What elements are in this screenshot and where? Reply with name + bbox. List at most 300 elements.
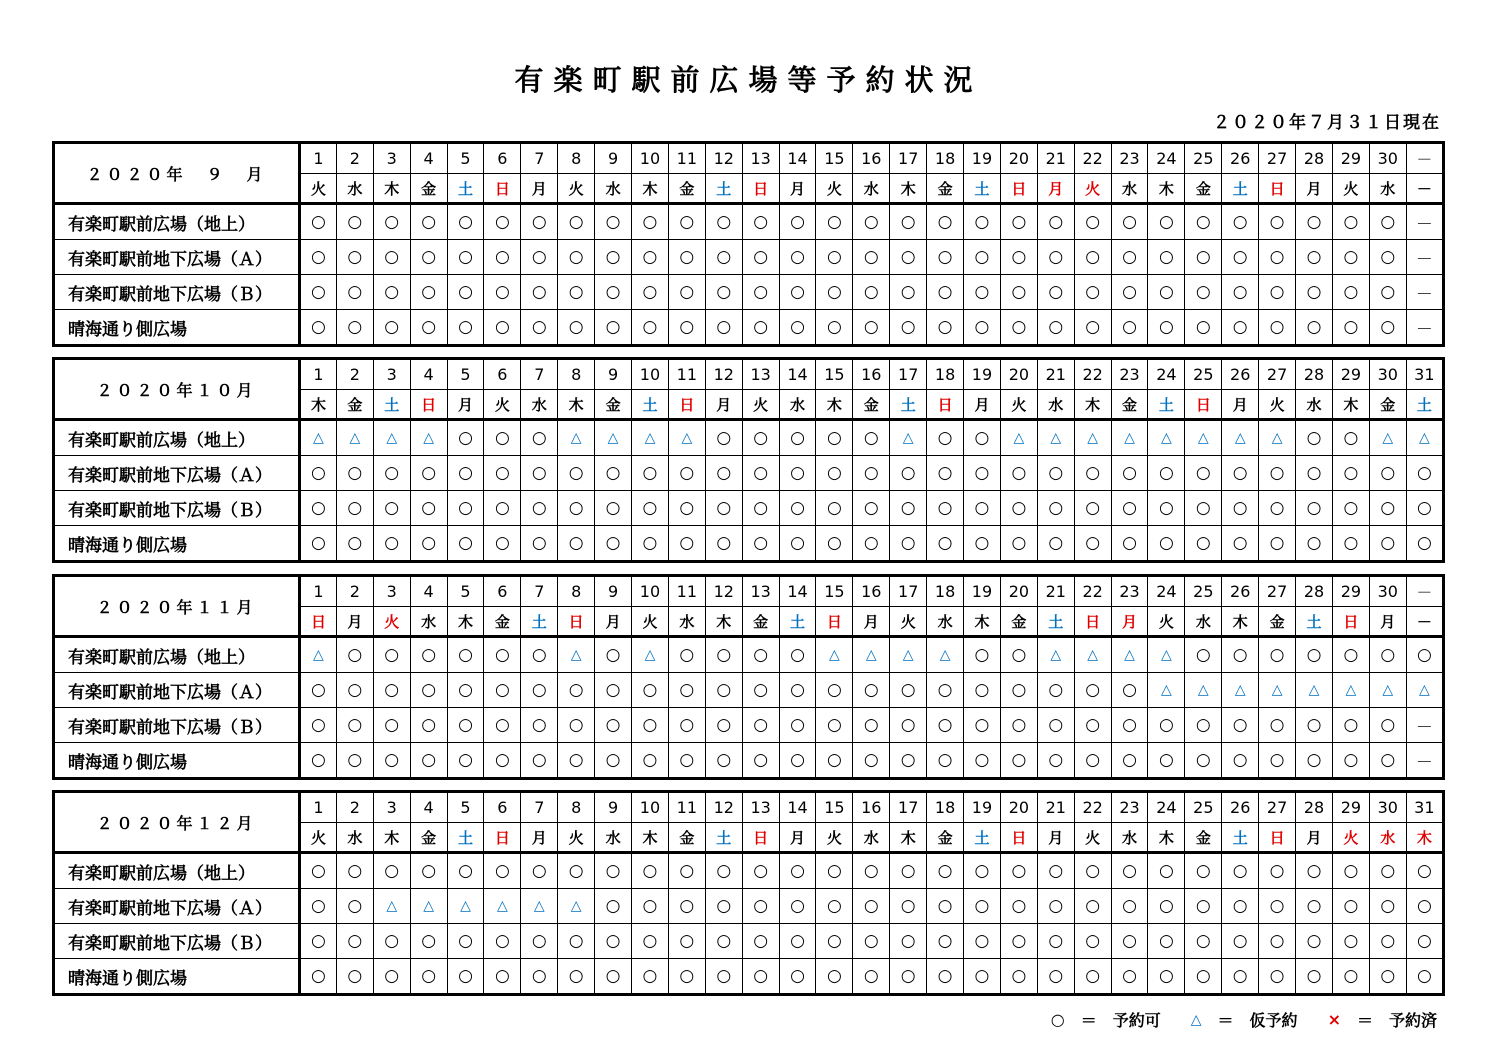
day-number: 13 bbox=[742, 143, 779, 174]
available-mark: ○ bbox=[927, 924, 964, 959]
available-mark: ○ bbox=[1259, 708, 1296, 743]
available-mark: ○ bbox=[890, 889, 927, 924]
available-mark: ○ bbox=[336, 959, 373, 995]
available-mark: ○ bbox=[300, 491, 337, 526]
tentative-mark: △ bbox=[927, 637, 964, 673]
available-mark: ○ bbox=[1037, 924, 1074, 959]
available-mark: ○ bbox=[816, 924, 853, 959]
available-mark: ○ bbox=[484, 275, 521, 310]
available-mark: ○ bbox=[1332, 526, 1369, 562]
available-mark: ○ bbox=[853, 889, 890, 924]
legend-equals: ＝ bbox=[1356, 1011, 1373, 1030]
available-mark: ○ bbox=[595, 456, 632, 491]
weekday: 日 bbox=[668, 390, 705, 420]
available-mark: ○ bbox=[853, 924, 890, 959]
available-mark: ○ bbox=[1185, 275, 1222, 310]
available-mark: ○ bbox=[779, 673, 816, 708]
available-mark: ○ bbox=[668, 924, 705, 959]
available-mark: ○ bbox=[1037, 456, 1074, 491]
weekday: 金 bbox=[410, 823, 447, 853]
weekday: 日 bbox=[558, 607, 595, 637]
day-number: 6 bbox=[484, 359, 521, 390]
available-mark: ○ bbox=[558, 310, 595, 346]
available-mark: ○ bbox=[668, 743, 705, 779]
month-name: ２０２０年 ９ 月 bbox=[54, 143, 300, 204]
legend-text: 予約可 bbox=[1112, 1011, 1161, 1030]
available-mark: ○ bbox=[927, 420, 964, 456]
available-mark: ○ bbox=[632, 456, 669, 491]
available-mark: ○ bbox=[890, 853, 927, 889]
day-number: 22 bbox=[1074, 359, 1111, 390]
weekday: 日 bbox=[1259, 823, 1296, 853]
available-mark: ○ bbox=[668, 889, 705, 924]
available-mark: ○ bbox=[632, 204, 669, 240]
tentative-mark: △ bbox=[1332, 673, 1369, 708]
facility-row bbox=[54, 491, 1444, 526]
day-number: 4 bbox=[410, 576, 447, 607]
day-number: 1 bbox=[300, 576, 337, 607]
available-mark: ○ bbox=[1185, 637, 1222, 673]
available-mark: ○ bbox=[1296, 420, 1333, 456]
day-number: 21 bbox=[1037, 143, 1074, 174]
day-number: 19 bbox=[964, 359, 1001, 390]
day-number: 5 bbox=[447, 576, 484, 607]
available-mark: ○ bbox=[1037, 673, 1074, 708]
available-mark: ○ bbox=[1111, 743, 1148, 779]
available-mark: ○ bbox=[1406, 853, 1443, 889]
weekday: 月 bbox=[447, 390, 484, 420]
available-mark: ○ bbox=[1074, 889, 1111, 924]
available-mark: ○ bbox=[1332, 708, 1369, 743]
available-mark: ○ bbox=[853, 708, 890, 743]
available-mark: ○ bbox=[742, 853, 779, 889]
weekday: 金 bbox=[1111, 390, 1148, 420]
available-mark: ○ bbox=[890, 456, 927, 491]
available-mark: ○ bbox=[300, 275, 337, 310]
available-mark: ○ bbox=[964, 491, 1001, 526]
day-number: － bbox=[1406, 143, 1443, 174]
tentative-mark: △ bbox=[632, 637, 669, 673]
weekday: 木 bbox=[1222, 607, 1259, 637]
weekday: 金 bbox=[668, 174, 705, 204]
month-table bbox=[52, 574, 1445, 780]
available-mark: ○ bbox=[300, 526, 337, 562]
day-number: 4 bbox=[410, 792, 447, 823]
available-mark: ○ bbox=[447, 204, 484, 240]
available-mark: ○ bbox=[1037, 240, 1074, 275]
available-mark: ○ bbox=[705, 959, 742, 995]
weekday: 木 bbox=[558, 390, 595, 420]
tentative-mark: △ bbox=[890, 420, 927, 456]
available-mark: ○ bbox=[336, 673, 373, 708]
weekday: 金 bbox=[336, 390, 373, 420]
available-mark: ○ bbox=[1332, 959, 1369, 995]
available-mark: ○ bbox=[1111, 708, 1148, 743]
day-number: 27 bbox=[1259, 359, 1296, 390]
available-mark: ○ bbox=[1000, 853, 1037, 889]
available-mark: ○ bbox=[373, 853, 410, 889]
available-mark: ○ bbox=[484, 708, 521, 743]
available-mark: ○ bbox=[964, 889, 1001, 924]
day-number: 22 bbox=[1074, 576, 1111, 607]
available-mark: ○ bbox=[705, 275, 742, 310]
day-number: 29 bbox=[1332, 576, 1369, 607]
month-table bbox=[52, 141, 1445, 347]
available-mark: ○ bbox=[447, 275, 484, 310]
facility-row bbox=[54, 310, 1444, 346]
available-mark: ○ bbox=[1259, 275, 1296, 310]
available-mark: ○ bbox=[742, 889, 779, 924]
weekday: 火 bbox=[816, 174, 853, 204]
available-mark: ○ bbox=[1111, 204, 1148, 240]
facility-row bbox=[54, 889, 1444, 924]
available-mark: ○ bbox=[484, 310, 521, 346]
weekday: 火 bbox=[890, 607, 927, 637]
day-number: 25 bbox=[1185, 576, 1222, 607]
available-mark: ○ bbox=[300, 743, 337, 779]
tentative-mark: △ bbox=[632, 420, 669, 456]
available-symbol: ○ bbox=[1050, 1010, 1065, 1029]
available-mark: ○ bbox=[668, 526, 705, 562]
available-mark: ○ bbox=[1111, 275, 1148, 310]
weekday: 火 bbox=[484, 390, 521, 420]
available-mark: ○ bbox=[964, 959, 1001, 995]
available-mark: ○ bbox=[705, 204, 742, 240]
available-mark: ○ bbox=[668, 708, 705, 743]
available-mark: ○ bbox=[1074, 204, 1111, 240]
day-number: 11 bbox=[668, 792, 705, 823]
available-mark: ○ bbox=[816, 526, 853, 562]
available-mark: ○ bbox=[558, 924, 595, 959]
available-mark: ○ bbox=[1406, 526, 1443, 562]
day-number: 28 bbox=[1296, 576, 1333, 607]
available-mark: ○ bbox=[705, 673, 742, 708]
available-mark: ○ bbox=[742, 924, 779, 959]
available-mark: ○ bbox=[1111, 853, 1148, 889]
available-mark: ○ bbox=[816, 204, 853, 240]
available-mark: ○ bbox=[816, 673, 853, 708]
available-mark: ○ bbox=[521, 456, 558, 491]
available-mark: ○ bbox=[447, 491, 484, 526]
available-mark: ○ bbox=[1037, 275, 1074, 310]
available-mark: ○ bbox=[373, 275, 410, 310]
available-mark: ○ bbox=[1259, 491, 1296, 526]
available-mark: ○ bbox=[1222, 637, 1259, 673]
day-number: 24 bbox=[1148, 576, 1185, 607]
available-mark: ○ bbox=[964, 526, 1001, 562]
available-mark: ○ bbox=[1148, 889, 1185, 924]
tentative-mark: △ bbox=[521, 889, 558, 924]
weekday: 月 bbox=[1037, 174, 1074, 204]
available-mark: ○ bbox=[1332, 310, 1369, 346]
weekday: 月 bbox=[1296, 174, 1333, 204]
available-mark: ○ bbox=[1074, 240, 1111, 275]
available-mark: ○ bbox=[1074, 526, 1111, 562]
day-number: 23 bbox=[1111, 576, 1148, 607]
available-mark: ○ bbox=[705, 743, 742, 779]
month-table bbox=[52, 357, 1445, 563]
available-mark: ○ bbox=[1074, 310, 1111, 346]
available-mark: ○ bbox=[1074, 673, 1111, 708]
tentative-mark: △ bbox=[1259, 673, 1296, 708]
day-number: 27 bbox=[1259, 143, 1296, 174]
available-mark: ○ bbox=[1185, 204, 1222, 240]
available-mark: ○ bbox=[1000, 204, 1037, 240]
day-number: 30 bbox=[1369, 792, 1406, 823]
available-mark: ○ bbox=[890, 204, 927, 240]
weekday: 日 bbox=[1185, 390, 1222, 420]
day-number: 19 bbox=[964, 792, 1001, 823]
tentative-mark: △ bbox=[1185, 673, 1222, 708]
available-mark: ○ bbox=[410, 240, 447, 275]
day-number: 21 bbox=[1037, 359, 1074, 390]
available-mark: ○ bbox=[964, 420, 1001, 456]
available-mark: ○ bbox=[300, 673, 337, 708]
available-mark: ○ bbox=[1369, 275, 1406, 310]
day-number: 25 bbox=[1185, 792, 1222, 823]
no-day-mark: － bbox=[1406, 310, 1443, 346]
weekday: 火 bbox=[558, 823, 595, 853]
day-number: 2 bbox=[336, 576, 373, 607]
day-number: 9 bbox=[595, 576, 632, 607]
available-mark: ○ bbox=[1111, 491, 1148, 526]
day-number: 26 bbox=[1222, 576, 1259, 607]
available-mark: ○ bbox=[927, 853, 964, 889]
available-mark: ○ bbox=[373, 310, 410, 346]
available-mark: ○ bbox=[705, 491, 742, 526]
available-mark: ○ bbox=[1222, 743, 1259, 779]
available-mark: ○ bbox=[1185, 456, 1222, 491]
available-mark: ○ bbox=[816, 491, 853, 526]
available-mark: ○ bbox=[1259, 637, 1296, 673]
available-mark: ○ bbox=[1037, 959, 1074, 995]
available-mark: ○ bbox=[705, 637, 742, 673]
weekday: 水 bbox=[336, 823, 373, 853]
tentative-mark: △ bbox=[1037, 637, 1074, 673]
available-mark: ○ bbox=[300, 924, 337, 959]
weekday: 月 bbox=[779, 823, 816, 853]
available-mark: ○ bbox=[853, 959, 890, 995]
day-number: 20 bbox=[1000, 792, 1037, 823]
month-table bbox=[52, 790, 1445, 996]
available-mark: ○ bbox=[1148, 204, 1185, 240]
facility-name: 有楽町駅前地下広場（Ａ） bbox=[54, 889, 300, 924]
day-number: 3 bbox=[373, 792, 410, 823]
available-mark: ○ bbox=[816, 889, 853, 924]
available-mark: ○ bbox=[816, 456, 853, 491]
available-mark: ○ bbox=[595, 959, 632, 995]
tentative-mark: △ bbox=[1074, 637, 1111, 673]
available-mark: ○ bbox=[816, 853, 853, 889]
available-mark: ○ bbox=[853, 310, 890, 346]
available-mark: ○ bbox=[779, 526, 816, 562]
day-number: 22 bbox=[1074, 143, 1111, 174]
available-mark: ○ bbox=[1185, 889, 1222, 924]
day-number: 28 bbox=[1296, 792, 1333, 823]
available-mark: ○ bbox=[632, 240, 669, 275]
available-mark: ○ bbox=[484, 491, 521, 526]
available-mark: ○ bbox=[484, 240, 521, 275]
weekday: 火 bbox=[300, 174, 337, 204]
available-mark: ○ bbox=[964, 637, 1001, 673]
available-mark: ○ bbox=[521, 708, 558, 743]
weekday: 日 bbox=[1074, 607, 1111, 637]
day-number: 6 bbox=[484, 143, 521, 174]
available-mark: ○ bbox=[521, 420, 558, 456]
available-mark: ○ bbox=[410, 743, 447, 779]
weekday: － bbox=[1406, 607, 1443, 637]
weekday: 水 bbox=[1037, 390, 1074, 420]
available-mark: ○ bbox=[1148, 853, 1185, 889]
available-mark: ○ bbox=[300, 959, 337, 995]
available-mark: ○ bbox=[632, 924, 669, 959]
legend-equals: ＝ bbox=[1080, 1011, 1097, 1030]
weekday: 土 bbox=[373, 390, 410, 420]
tentative-mark: △ bbox=[1074, 420, 1111, 456]
day-number: 15 bbox=[816, 359, 853, 390]
available-mark: ○ bbox=[521, 853, 558, 889]
available-mark: ○ bbox=[853, 240, 890, 275]
available-mark: ○ bbox=[705, 310, 742, 346]
available-mark: ○ bbox=[1185, 853, 1222, 889]
day-number: 23 bbox=[1111, 792, 1148, 823]
facility-row bbox=[54, 853, 1444, 889]
available-mark: ○ bbox=[1369, 240, 1406, 275]
weekday: 水 bbox=[1111, 174, 1148, 204]
day-number: 9 bbox=[595, 359, 632, 390]
available-mark: ○ bbox=[1222, 708, 1259, 743]
day-number: 4 bbox=[410, 143, 447, 174]
day-number: 30 bbox=[1369, 143, 1406, 174]
tentative-mark: △ bbox=[853, 637, 890, 673]
weekday: 木 bbox=[447, 607, 484, 637]
day-number: 19 bbox=[964, 576, 1001, 607]
weekday: 金 bbox=[595, 390, 632, 420]
available-mark: ○ bbox=[336, 853, 373, 889]
no-day-mark: － bbox=[1406, 204, 1443, 240]
day-number: 27 bbox=[1259, 576, 1296, 607]
weekday: 水 bbox=[1296, 390, 1333, 420]
facility-name: 有楽町駅前広場（地上） bbox=[54, 204, 300, 240]
month-name: ２０２０年１１月 bbox=[54, 576, 300, 637]
available-mark: ○ bbox=[632, 853, 669, 889]
available-mark: ○ bbox=[373, 743, 410, 779]
available-mark: ○ bbox=[1332, 853, 1369, 889]
weekday: 月 bbox=[521, 823, 558, 853]
available-mark: ○ bbox=[558, 204, 595, 240]
tentative-mark: △ bbox=[1406, 673, 1443, 708]
available-mark: ○ bbox=[1185, 959, 1222, 995]
available-mark: ○ bbox=[742, 420, 779, 456]
available-mark: ○ bbox=[890, 959, 927, 995]
available-mark: ○ bbox=[779, 889, 816, 924]
tentative-mark: △ bbox=[1111, 420, 1148, 456]
available-mark: ○ bbox=[521, 310, 558, 346]
available-mark: ○ bbox=[1332, 240, 1369, 275]
available-mark: ○ bbox=[447, 924, 484, 959]
weekday: 水 bbox=[668, 607, 705, 637]
day-number: 5 bbox=[447, 359, 484, 390]
available-mark: ○ bbox=[1074, 743, 1111, 779]
available-mark: ○ bbox=[1222, 240, 1259, 275]
weekday: 金 bbox=[410, 174, 447, 204]
available-mark: ○ bbox=[853, 673, 890, 708]
available-mark: ○ bbox=[484, 204, 521, 240]
available-mark: ○ bbox=[1111, 240, 1148, 275]
tentative-mark: △ bbox=[1222, 420, 1259, 456]
available-mark: ○ bbox=[632, 708, 669, 743]
available-mark: ○ bbox=[1296, 526, 1333, 562]
available-mark: ○ bbox=[705, 853, 742, 889]
available-mark: ○ bbox=[1074, 456, 1111, 491]
available-mark: ○ bbox=[779, 637, 816, 673]
available-mark: ○ bbox=[632, 275, 669, 310]
day-number: 12 bbox=[705, 792, 742, 823]
available-mark: ○ bbox=[1000, 491, 1037, 526]
weekday: 水 bbox=[595, 823, 632, 853]
available-mark: ○ bbox=[1222, 889, 1259, 924]
available-mark: ○ bbox=[521, 743, 558, 779]
available-mark: ○ bbox=[447, 526, 484, 562]
available-mark: ○ bbox=[1111, 456, 1148, 491]
weekday: 木 bbox=[1074, 390, 1111, 420]
available-mark: ○ bbox=[1000, 889, 1037, 924]
weekday: 火 bbox=[558, 174, 595, 204]
tentative-mark: △ bbox=[1148, 637, 1185, 673]
available-mark: ○ bbox=[1148, 924, 1185, 959]
available-mark: ○ bbox=[336, 708, 373, 743]
available-mark: ○ bbox=[1222, 491, 1259, 526]
day-number: 31 bbox=[1406, 792, 1443, 823]
facility-row bbox=[54, 420, 1444, 456]
day-number: 7 bbox=[521, 143, 558, 174]
available-mark: ○ bbox=[779, 491, 816, 526]
day-number: 14 bbox=[779, 143, 816, 174]
day-number: 25 bbox=[1185, 143, 1222, 174]
available-mark: ○ bbox=[742, 526, 779, 562]
tentative-mark: △ bbox=[300, 420, 337, 456]
available-mark: ○ bbox=[964, 310, 1001, 346]
available-mark: ○ bbox=[1222, 204, 1259, 240]
available-mark: ○ bbox=[1369, 708, 1406, 743]
day-number: 16 bbox=[853, 576, 890, 607]
tentative-mark: △ bbox=[1111, 637, 1148, 673]
tentative-mark: △ bbox=[410, 420, 447, 456]
day-number: 2 bbox=[336, 792, 373, 823]
available-mark: ○ bbox=[1148, 743, 1185, 779]
day-number: 26 bbox=[1222, 359, 1259, 390]
available-mark: ○ bbox=[1369, 204, 1406, 240]
no-day-mark: － bbox=[1406, 240, 1443, 275]
tentative-symbol: △ bbox=[1190, 1011, 1202, 1028]
day-number: 26 bbox=[1222, 792, 1259, 823]
day-number: 8 bbox=[558, 792, 595, 823]
day-number: 1 bbox=[300, 143, 337, 174]
facility-row bbox=[54, 959, 1444, 995]
weekday: 日 bbox=[484, 823, 521, 853]
day-number: 11 bbox=[668, 359, 705, 390]
day-number: 25 bbox=[1185, 359, 1222, 390]
available-mark: ○ bbox=[1332, 204, 1369, 240]
weekday: 土 bbox=[632, 390, 669, 420]
available-mark: ○ bbox=[742, 637, 779, 673]
available-mark: ○ bbox=[1000, 637, 1037, 673]
available-mark: ○ bbox=[410, 204, 447, 240]
available-mark: ○ bbox=[558, 853, 595, 889]
tentative-mark: △ bbox=[1037, 420, 1074, 456]
available-mark: ○ bbox=[668, 204, 705, 240]
available-mark: ○ bbox=[1296, 240, 1333, 275]
